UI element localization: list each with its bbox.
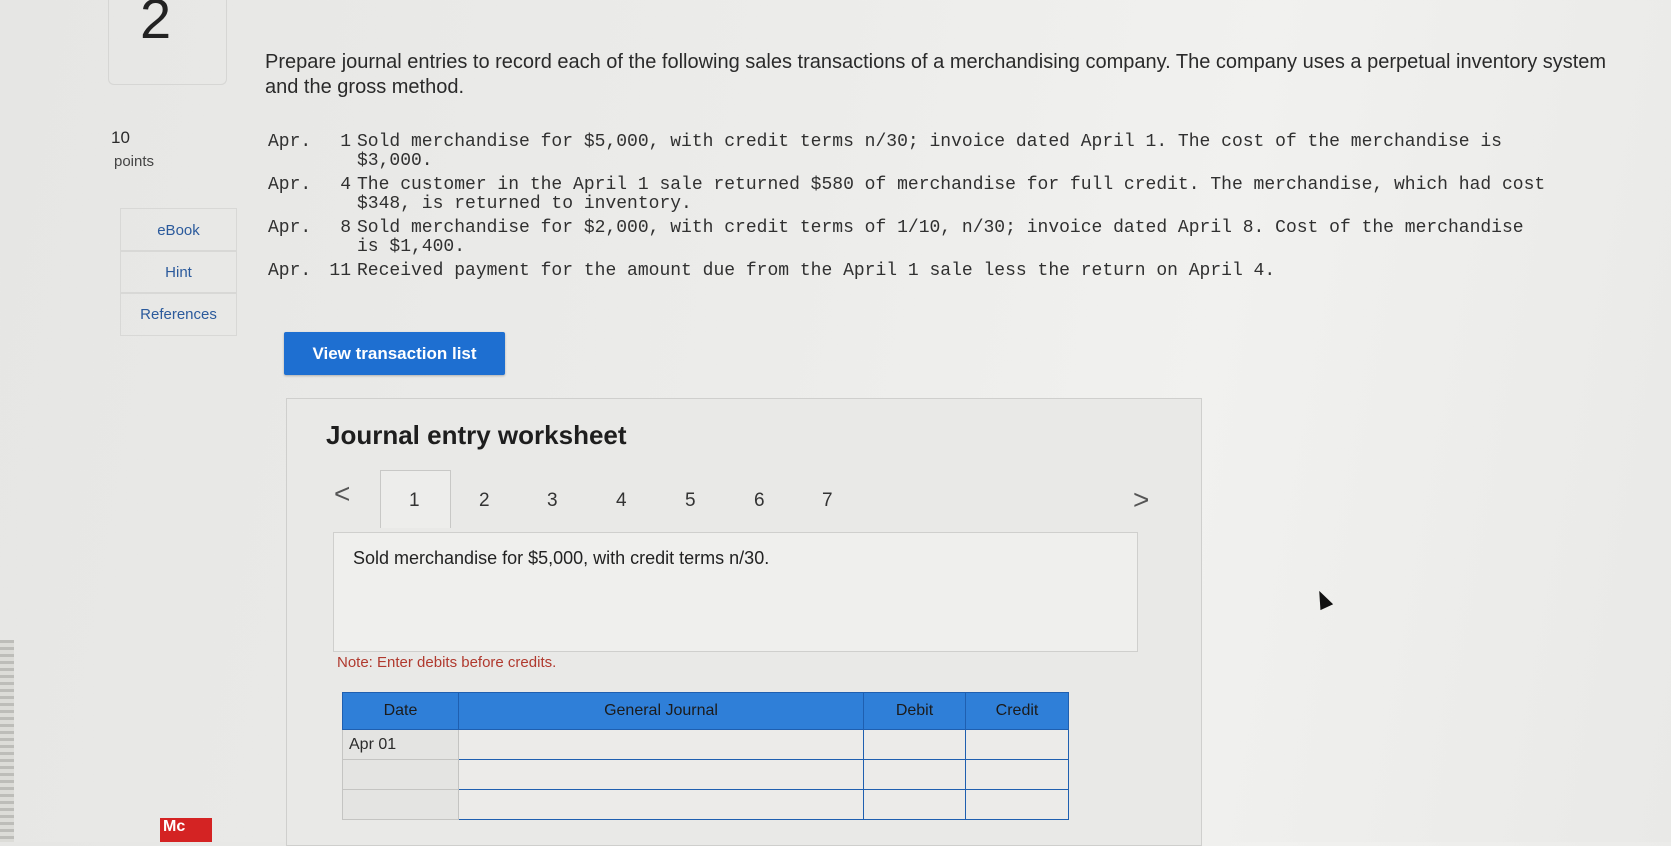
journal-table-header (343, 693, 1069, 730)
transaction-row (268, 219, 1547, 257)
transaction-day: 11 (329, 261, 351, 281)
transaction-row (268, 133, 1547, 171)
chevron-left-icon[interactable]: < (334, 478, 351, 509)
account-input[interactable] (459, 790, 864, 820)
debit-input[interactable] (864, 790, 966, 820)
mouse-cursor-icon (1313, 588, 1333, 610)
account-input[interactable] (459, 760, 864, 790)
transaction-text: Sold merchandise for $2,000, with credit terms of 1/10, n/30; invoice dated April 8. Cost of the merchandise is $1,400. (357, 218, 1524, 257)
tab-5[interactable]: 5 (685, 490, 696, 511)
transaction-row (268, 262, 1547, 281)
points-label: points (114, 153, 155, 170)
transaction-day: 1 (340, 132, 351, 152)
transaction-day: 8 (340, 218, 351, 238)
date-cell (343, 790, 459, 820)
transaction-month: Apr. (268, 132, 312, 152)
references-button[interactable]: References (120, 292, 237, 336)
tab-6[interactable]: 6 (754, 490, 765, 511)
tab-1[interactable]: 1 (409, 490, 420, 511)
transaction-text: Sold merchandise for $5,000, with credit terms n/30; invoice dated April 1. The cost of the merchandise is $3,000. (357, 132, 1502, 171)
transaction-text: The customer in the April 1 sale returned $580 of merchandise for full credit. The merchandise, which had cost $348, is returned to inventory. (357, 175, 1546, 214)
header-credit: Credit (966, 693, 1069, 730)
credit-input[interactable] (966, 790, 1069, 820)
credit-input[interactable] (966, 760, 1069, 790)
worksheet-title: Journal entry worksheet (326, 420, 627, 450)
transaction-day: 4 (340, 175, 351, 195)
transaction-month: Apr. (268, 175, 312, 195)
header-general-journal: General Journal (459, 693, 864, 730)
tab-7[interactable]: 7 (822, 490, 833, 511)
table-row (343, 790, 1069, 820)
header-debit: Debit (864, 693, 966, 730)
tab-4[interactable]: 4 (616, 490, 627, 511)
table-row (343, 730, 1069, 760)
problem-statement: Prepare journal entries to record each of the following sales transactions of a merchandising company. The company uses a perpetual inventory system and the gross method. (265, 51, 1607, 98)
transaction-text: Received payment for the amount due from the April 1 sale less the return on April 4. (357, 261, 1276, 281)
credit-input[interactable] (966, 730, 1069, 760)
transaction-month: Apr. (268, 261, 312, 281)
header-date: Date (343, 693, 459, 730)
debit-input[interactable] (864, 730, 966, 760)
transaction-row (268, 176, 1547, 214)
mcgraw-hill-logo: Mc (160, 818, 212, 842)
view-transaction-list-button[interactable]: View transaction list (284, 332, 505, 375)
debit-input[interactable] (864, 760, 966, 790)
points-value: 10 (111, 128, 130, 147)
transaction-list (268, 133, 1547, 286)
question-number: 2 (140, 0, 172, 50)
date-cell (343, 760, 459, 790)
hint-button[interactable]: Hint (120, 250, 237, 294)
journal-table (342, 692, 1069, 820)
account-input[interactable] (459, 730, 864, 760)
transaction-description: Sold merchandise for $5,000, with credit terms n/30. (353, 548, 770, 568)
ebook-button[interactable]: eBook (120, 208, 237, 252)
date-cell: Apr 01 (343, 730, 459, 760)
tab-3[interactable]: 3 (547, 490, 558, 511)
left-edge-strip (0, 640, 14, 842)
table-row (343, 760, 1069, 790)
transaction-month: Apr. (268, 218, 312, 238)
chevron-right-icon[interactable]: > (1133, 484, 1150, 515)
entry-note: Note: Enter debits before credits. (337, 654, 557, 671)
tab-2[interactable]: 2 (479, 490, 490, 511)
